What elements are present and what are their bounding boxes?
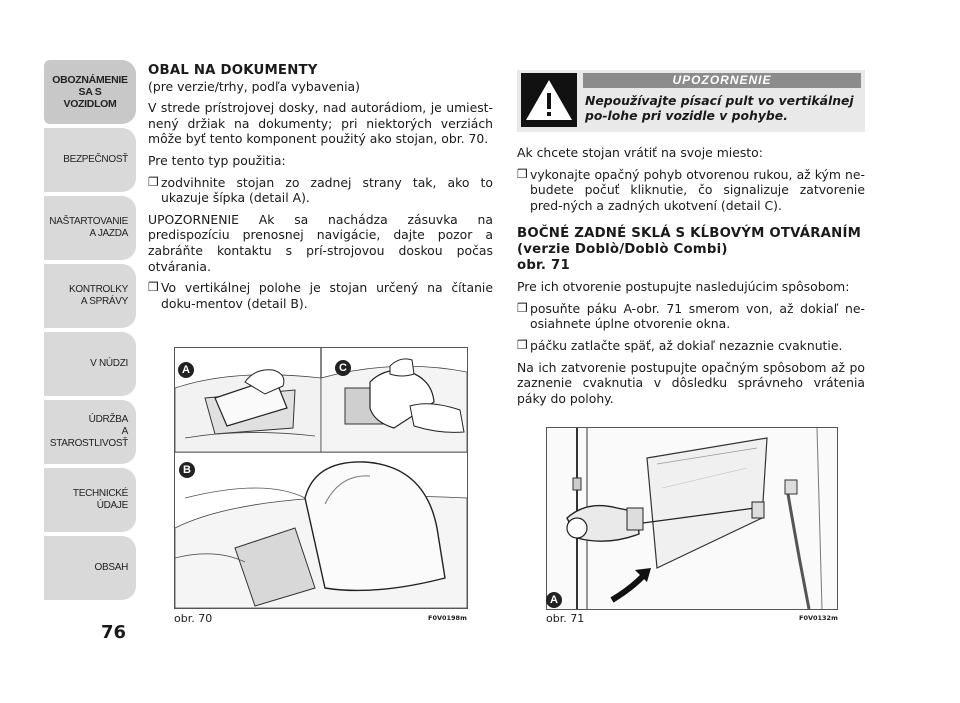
tab-label: OBOZNÁMENIE SA S VOZIDLOM (52, 74, 128, 110)
tab-label: ÚDRŽBA A STAROSTLIVOSŤ (49, 414, 128, 449)
detail-marker-b: B (179, 462, 195, 478)
bullet-box-icon: ❒ (148, 280, 159, 295)
list-item-text: Vo vertikálnej polohe je stojan určený na čítanie doku-mentov (detail B). (161, 280, 493, 311)
list-item-text: posuňte páku A-obr. 71 smerom von, až dokiaľ ne-osiahnete úplne otvorenie okna. (530, 300, 865, 332)
page-number: 76 (101, 622, 127, 643)
tab-udrzba[interactable] (44, 400, 136, 464)
figure-71-code: F0V0132m (799, 614, 838, 622)
detail-marker-a: A (178, 362, 194, 378)
bullet-box-icon: ❒ (148, 174, 159, 189)
tab-label: V NÚDZI (90, 358, 128, 369)
section-subheading: (pre verzie/trhy, podľa vybavenia) (148, 78, 360, 94)
list-item (517, 301, 865, 332)
list-item (517, 338, 865, 354)
paragraph: Pre ich otvorenie postupujte nasledujúcim spôsobom: (517, 279, 850, 295)
tab-oboznamenie[interactable] (44, 60, 136, 124)
paragraph: UPOZORNENIE Ak sa nachádza zásuvka na predispozíciu prenosnej navigácie, dajte pozor a zabráňte kontaktu s prí-strojovou doskou počas otvárania. (148, 211, 493, 274)
paragraph: Pre tento typ použitia: (148, 152, 286, 168)
tab-label: OBSAH (94, 562, 128, 573)
section-heading (517, 226, 865, 273)
list-item (148, 280, 493, 311)
paragraph: V strede prístrojovej dosky, nad autorádiom, je umiest-nený držiak na dokumenty; pri niektorých verziách môže byť tento komponent použitý ako stojan, obr. 70. (148, 100, 493, 147)
tab-label: TECHNICKÉ ÚDAJE (72, 488, 128, 511)
tab-label: NAŠTARTOVANIE A JAZDA (49, 216, 128, 239)
warning-text: Nepoužívajte písací pult vo vertikálnej po-lohe pri vozidle v pohybe. (585, 93, 854, 123)
list-item (148, 175, 493, 206)
bullet-box-icon: ❒ (517, 300, 528, 315)
chapter-tabs (44, 60, 136, 604)
tab-kontrolky[interactable] (44, 264, 136, 328)
warning-title: UPOZORNENIE (583, 73, 861, 88)
section-heading-ref: obr. 71 (517, 257, 570, 273)
tab-obsah[interactable] (44, 536, 136, 600)
list-item (517, 167, 865, 214)
paragraph: Ak chcete stojan vrátiť na svoje miesto: (517, 145, 763, 160)
tab-technicke-udaje[interactable] (44, 468, 136, 532)
rear-window-illustration (547, 428, 837, 609)
warning-triangle-icon (521, 73, 577, 127)
left-column (148, 63, 493, 311)
figure-70 (174, 347, 468, 609)
list-item-text: zodvihnite stojan zo zadnej strany tak, ako to ukazuje šípka (detail A). (161, 174, 493, 206)
list-item-text: páčku zatlačte späť, až dokiaľ nezaznie cvaknutie. (530, 337, 843, 353)
tab-bezpecnost[interactable] (44, 128, 136, 192)
tab-v-nudzi[interactable] (44, 332, 136, 396)
right-column (517, 145, 865, 406)
section-heading: OBAL NA DOKUMENTY (148, 63, 318, 78)
section-heading-text: BOČNÉ ZADNÉ SKLÁ S KĹBOVÝM OTVÁRANÍM (verzie Doblò/Doblò Combi) (517, 226, 862, 257)
dashboard-illustration (175, 348, 467, 608)
paragraph: Na ich zatvorenie postupujte opačným spôsobom až po zaznenie cvaknutia v dôsledku správneho vrátenia páky do polohy. (517, 359, 865, 406)
warning-box (517, 70, 865, 132)
detail-marker-a: A (546, 592, 562, 608)
figure-70-caption: obr. 70 (174, 612, 213, 625)
detail-marker-c: C (335, 360, 351, 376)
tab-label: BEZPEČNOSŤ (63, 154, 128, 165)
figure-71 (546, 427, 838, 610)
bullet-box-icon: ❒ (517, 337, 528, 352)
tab-nastartovanie[interactable] (44, 196, 136, 260)
bullet-box-icon: ❒ (517, 166, 528, 181)
tab-label: KONTROLKY A SPRÁVY (69, 284, 128, 307)
figure-71-caption: obr. 71 (546, 612, 585, 625)
figure-70-code: F0V0198m (428, 614, 467, 622)
list-item-text: vykonajte opačný pohyb otvorenou rukou, až kým ne-budete počuť kliknutie, čo signalizuje zatvorenie pred-ných a zadných ukotvení (detail C). (530, 166, 865, 213)
